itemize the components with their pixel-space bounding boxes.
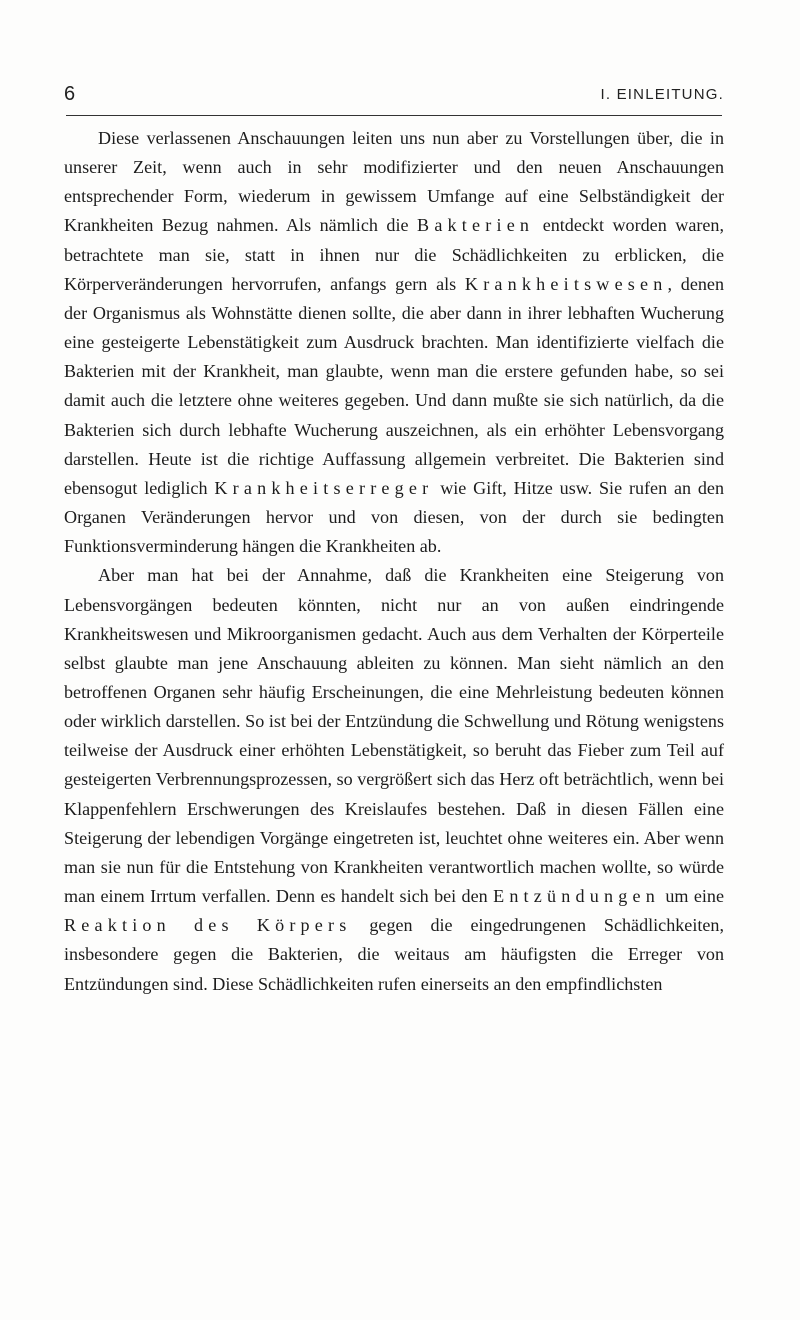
text-segment: gegen die eingedrungenen Schädlichkeiten, insbesondere gegen die Bakterien, die weitaus am häufigsten die Erreger von Entzündungen sind. Diese Schädlichkeiten rufen einerseits an den empfindlichsten [64, 915, 724, 994]
emphasis-krankheitswesen: Krankheitswesen [464, 273, 668, 294]
paragraph-2 [64, 561, 724, 998]
text-segment: Diese verlassenen Anschauungen leiten uns nun aber zu Vorstellungen über, die in unserer Zeit, wenn auch in sehr modifizierter und den neuen Anschauungen entsprechender Form, wiederum in gewissem Umfange auf eine Selbständigkeit der Krankheiten Bezug nahmen. Als nämlich die [64, 128, 724, 236]
emphasis-entzuendungen: Entzündungen [493, 886, 660, 907]
emphasis-reaktion-des-koerpers: Reaktion des Körpers [64, 915, 352, 936]
running-head: I. EINLEITUNG. [600, 86, 724, 103]
header-rule [66, 115, 722, 116]
text-segment: entdeckt worden waren, betrachtete man sie, statt in ihnen nur die Schädlichkeiten zu erblicken, die Körperveränderungen hervorrufen, anfangs gern als [64, 215, 724, 294]
paragraph-1 [64, 124, 724, 561]
page-header [64, 82, 724, 112]
body-text [64, 124, 724, 999]
emphasis-bakterien: Bakterien [417, 215, 535, 236]
emphasis-krankheitserreger: Krankheitserreger [214, 477, 434, 498]
text-segment: wie Gift, Hitze usw. Sie rufen an den Organen Veränderungen hervor und von diesen, von der durch sie bedingten Funktionsverminderung hängen die Krankheiten ab. [64, 477, 724, 557]
text-segment: um eine [659, 886, 724, 907]
text-segment: , denen der Organismus als Wohnstätte dienen sollte, die aber dann in ihrer lebhaften Wucherung eine gesteigerte Lebenstätigkeit zum Ausdruck brachten. Man identifizierte vielfach die Bakterien mit der Krankheit, man glaubte, wenn man die erstere gefunden habe, so sei damit auch die letztere ohne weiteres gegeben. Und dann mußte sie sich natürlich, da die Bakterien sich durch lebhafte Wucherung auszeichnen, als ein erhöhter Lebensvorgang darstellen. Heute ist die richtige Auffassung allgemein verbreitet. Die Bakterien sind ebensogut lediglich [64, 273, 725, 498]
text-segment: Aber man hat bei der Annahme, daß die Krankheiten eine Steigerung von Lebensvorgängen bedeuten könnten, nicht nur an von außen eindringende Krankheitswesen und Mikroorganismen gedacht. Auch aus dem Verhalten der Körperteile selbst glaubte man jene Anschauung ableiten zu können. Man sieht nämlich an den betroffenen Organen sehr häufig Erscheinungen, die eine Mehrleistung bedeuten können oder wirklich darstellen. So ist bei der Entzündung die Schwellung und Rötung wenigstens teilweise der Ausdruck einer erhöhten Lebenstätigkeit, so beruht das Fieber zum Teil auf gesteigerten Verbrennungsprozessen, so vergrößert sich das Herz oft beträchtlich, wenn bei Klappenfehlern Erschwerungen des Kreislaufes bestehen. Daß in diesen Fällen eine Steigerung der lebendigen Vorgänge eingetreten ist, leuchtet ohne weiteres ein. Aber wenn man sie nun für die Entstehung von Krankheiten verantwortlich machen wollte, so würde man einem Irrtum verfallen. Denn es handelt sich bei den [64, 565, 724, 907]
page-number: 6 [64, 83, 76, 105]
